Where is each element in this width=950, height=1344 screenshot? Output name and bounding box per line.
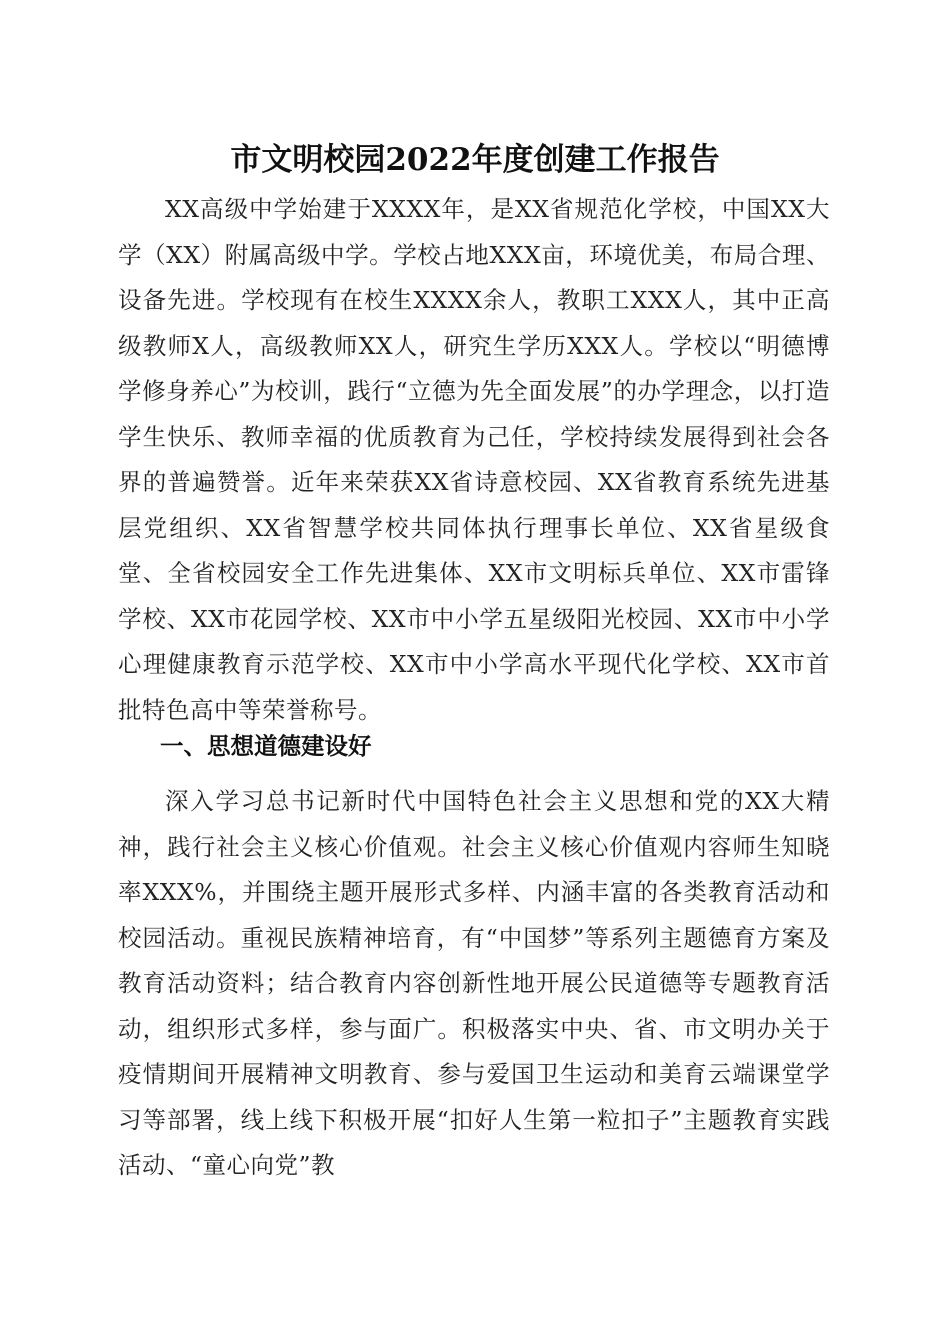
intro-paragraph: XX高级中学始建于XXXX年，是XX省规范化学校，中国XX大学（XX）附属高级中学。学校占地XXX亩，环境优美，布局合理、设备先进。学校现有在校生XXXX余人，教职工XXX人，其中正高级教师X人，高级教师XX人，研究生学历XXX人。学校以“明德博学修身养心”为校训，践行“立德为先全面发展”的办学理念，以打造学生快乐、教师幸福的优质教育为己任，学校持续发展得到社会各界的普遍赞誉。近年来荣获XX省诗意校园、XX省教育系统先进基层党组织、XX省智慧学校共同体执行理事长单位、XX省星级食堂、全省校园安全工作先进集体、XX市文明标兵单位、XX市雷锋学校、XX市花园学校、XX市中小学五星级阳光校园、XX市中小学心理健康教育示范学校、XX市中小学高水平现代化学校、XX市首批特色高中等荣誉称号。 (118, 195, 830, 724)
section-heading: 一、思想道德建设好 (160, 732, 372, 760)
section-paragraph: 深入学习总书记新时代中国特色社会主义思想和党的XX大精神，践行社会主义核心价值观。社会主义核心价值观内容师生知晓率XXX%，并围绕主题开展形式多样、内涵丰富的各类教育活动和校园活动。重视民族精神培育，有“中国梦”等系列主题德育方案及教育活动资料；结合教育内容创新性地开展公民道德等专题教育活动，组织形式多样，参与面广。积极落实中央、省、市文明办关于疫情期间开展精神文明教育、参与爱国卫生运动和美育云端课堂学习等部署，线上线下积极开展“扣好人生第一粒扣子”主题教育实践活动、“童心向党”教 (118, 787, 830, 1179)
document-title: 市文明校园2022年度创建工作报告 (230, 142, 720, 178)
